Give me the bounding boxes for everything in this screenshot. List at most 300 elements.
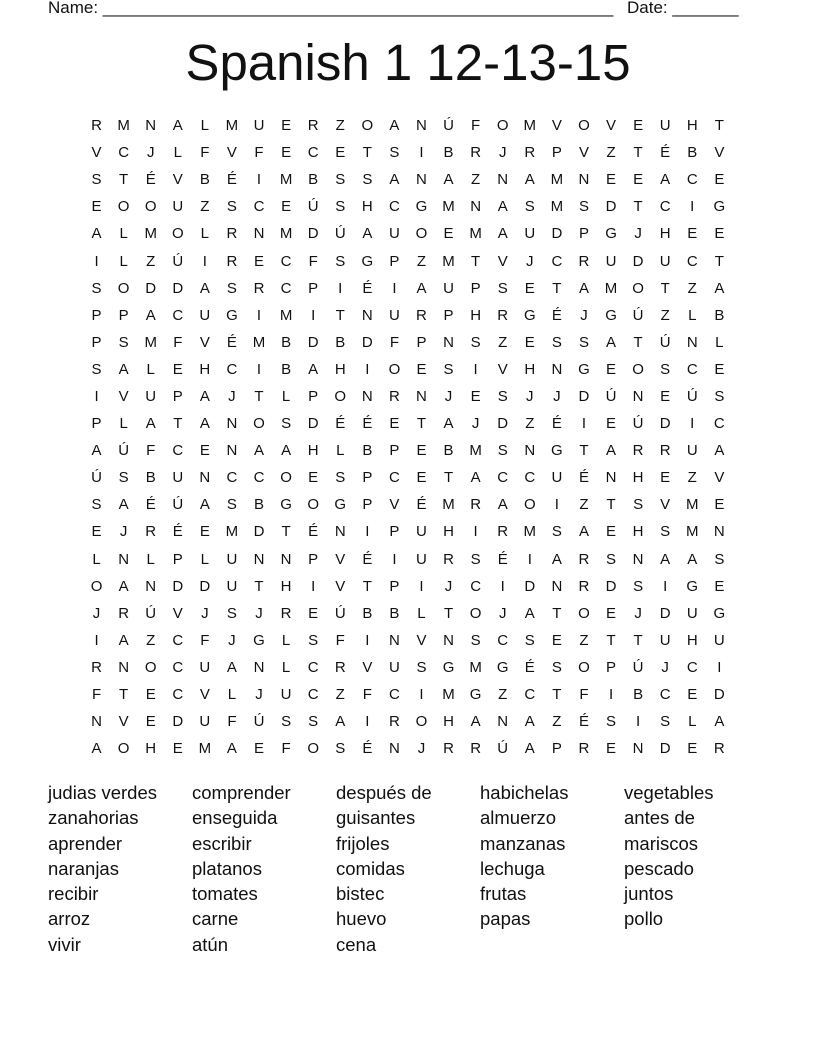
grid-cell[interactable]: N [605, 469, 617, 487]
grid-cell[interactable]: C [307, 144, 319, 162]
grid-cell[interactable]: J [526, 252, 534, 270]
grid-cell[interactable]: U [416, 550, 427, 568]
grid-cell[interactable]: E [199, 523, 210, 541]
grid-cell[interactable]: P [91, 333, 102, 351]
grid-cell[interactable]: G [605, 306, 617, 324]
grid-cell[interactable]: N [578, 171, 590, 189]
grid-cell[interactable]: E [281, 144, 292, 162]
grid-cell[interactable]: U [388, 225, 400, 243]
grid-cell[interactable]: V [335, 550, 346, 568]
grid-cell[interactable]: J [661, 658, 669, 676]
grid-cell[interactable]: C [172, 442, 184, 460]
grid-cell[interactable]: N [443, 631, 454, 649]
grid-cell[interactable]: É [226, 171, 237, 189]
grid-cell[interactable]: F [335, 631, 345, 649]
grid-cell[interactable]: O [144, 198, 157, 216]
grid-cell[interactable]: M [279, 171, 293, 189]
grid-cell[interactable]: G [334, 496, 347, 514]
grid-cell[interactable]: E [606, 604, 617, 622]
grid-cell[interactable]: S [91, 360, 102, 378]
grid-cell[interactable]: L [173, 144, 182, 162]
grid-cell[interactable]: G [713, 198, 726, 216]
grid-cell[interactable]: É [362, 550, 373, 568]
grid-cell[interactable]: A [578, 523, 589, 541]
grid-cell[interactable]: O [334, 387, 347, 405]
grid-cell[interactable]: R [145, 523, 157, 541]
grid-cell[interactable]: E [660, 469, 671, 487]
grid-cell[interactable]: S [606, 713, 617, 731]
grid-cell[interactable]: O [578, 658, 590, 676]
grid-cell[interactable]: L [200, 550, 210, 568]
grid-cell[interactable]: N [361, 387, 373, 405]
grid-cell[interactable]: U [605, 252, 617, 270]
grid-cell[interactable]: É [226, 333, 237, 351]
grid-cell[interactable]: S [470, 333, 481, 351]
grid-cell[interactable]: R [497, 306, 509, 324]
grid-cell[interactable]: T [335, 306, 345, 324]
grid-cell[interactable]: E [416, 442, 427, 460]
grid-cell[interactable]: E [714, 225, 725, 243]
grid-cell[interactable]: N [226, 442, 238, 460]
grid-cell[interactable]: G [523, 306, 536, 324]
grid-cell[interactable]: M [144, 333, 157, 351]
grid-cell[interactable]: R [443, 740, 454, 758]
grid-cell[interactable]: U [280, 686, 292, 704]
grid-cell[interactable]: R [470, 740, 482, 758]
grid-cell[interactable]: R [713, 740, 725, 758]
grid-cell[interactable]: S [633, 496, 644, 514]
grid-cell[interactable]: I [690, 415, 695, 433]
grid-cell[interactable]: N [632, 740, 644, 758]
grid-cell[interactable]: Z [660, 306, 670, 324]
grid-cell[interactable]: E [633, 117, 644, 135]
grid-cell[interactable]: G [713, 604, 726, 622]
grid-cell[interactable]: Z [498, 333, 508, 351]
grid-cell[interactable]: N [497, 171, 509, 189]
grid-cell[interactable]: I [338, 279, 343, 297]
grid-cell[interactable]: N [118, 658, 130, 676]
grid-cell[interactable]: T [254, 387, 264, 405]
grid-cell[interactable]: S [308, 631, 319, 649]
grid-cell[interactable]: J [255, 604, 263, 622]
grid-cell[interactable]: S [91, 171, 102, 189]
grid-cell[interactable]: É [362, 415, 373, 433]
grid-cell[interactable]: F [200, 144, 210, 162]
grid-cell[interactable]: O [415, 713, 428, 731]
grid-cell[interactable]: L [119, 225, 128, 243]
grid-cell[interactable]: S [497, 442, 508, 460]
grid-cell[interactable]: F [254, 144, 264, 162]
grid-cell[interactable]: N [632, 550, 644, 568]
grid-cell[interactable]: A [606, 333, 617, 351]
grid-cell[interactable]: H [443, 523, 454, 541]
grid-cell[interactable]: A [91, 740, 102, 758]
grid-cell[interactable]: U [713, 631, 725, 649]
grid-cell[interactable]: A [172, 117, 183, 135]
grid-cell[interactable]: N [199, 469, 211, 487]
grid-cell[interactable]: A [199, 415, 210, 433]
grid-cell[interactable]: E [714, 496, 725, 514]
grid-cell[interactable]: C [388, 469, 400, 487]
grid-cell[interactable]: S [443, 360, 454, 378]
grid-cell[interactable]: D [605, 577, 617, 595]
grid-cell[interactable]: J [526, 387, 534, 405]
grid-cell[interactable]: J [92, 604, 101, 622]
grid-cell[interactable]: E [145, 713, 156, 731]
grid-cell[interactable]: É [524, 658, 535, 676]
grid-cell[interactable]: J [444, 577, 453, 595]
grid-cell[interactable]: S [660, 713, 671, 731]
grid-cell[interactable]: A [118, 360, 129, 378]
grid-cell[interactable]: D [524, 577, 536, 595]
grid-cell[interactable]: M [117, 117, 130, 135]
grid-cell[interactable]: H [443, 713, 454, 731]
grid-cell[interactable]: U [199, 713, 211, 731]
grid-cell[interactable]: A [145, 415, 156, 433]
grid-cell[interactable]: I [500, 577, 505, 595]
grid-cell[interactable]: S [335, 198, 346, 216]
grid-cell[interactable]: P [308, 279, 319, 297]
grid-cell[interactable]: S [470, 550, 481, 568]
grid-cell[interactable]: O [415, 225, 428, 243]
name-field[interactable]: Name: ______________________________________________________ [48, 0, 614, 17]
grid-cell[interactable]: O [117, 740, 130, 758]
grid-cell[interactable]: H [686, 117, 698, 135]
grid-cell[interactable]: C [226, 469, 238, 487]
grid-cell[interactable]: S [281, 415, 292, 433]
grid-cell[interactable]: Ú [443, 117, 454, 135]
grid-cell[interactable]: V [497, 360, 508, 378]
grid-cell[interactable]: Z [471, 171, 481, 189]
grid-cell[interactable]: S [335, 740, 346, 758]
grid-cell[interactable]: J [119, 523, 128, 541]
grid-cell[interactable]: R [91, 117, 102, 135]
grid-cell[interactable]: M [686, 523, 699, 541]
grid-cell[interactable]: T [281, 523, 291, 541]
grid-cell[interactable]: M [225, 523, 239, 541]
grid-cell[interactable]: M [442, 252, 455, 270]
grid-cell[interactable]: H [145, 740, 157, 758]
grid-cell[interactable]: I [311, 577, 316, 595]
grid-cell[interactable]: A [470, 469, 481, 487]
grid-cell[interactable]: C [280, 252, 292, 270]
grid-cell[interactable]: Z [146, 252, 156, 270]
grid-cell[interactable]: B [687, 144, 698, 162]
grid-cell[interactable]: N [280, 550, 292, 568]
grid-cell[interactable]: V [714, 469, 725, 487]
grid-cell[interactable]: O [280, 469, 292, 487]
grid-cell[interactable]: U [145, 387, 157, 405]
grid-cell[interactable]: E [470, 387, 481, 405]
grid-cell[interactable]: C [524, 686, 536, 704]
grid-cell[interactable]: B [335, 333, 346, 351]
grid-cell[interactable]: B [199, 171, 210, 189]
grid-cell[interactable]: B [714, 306, 725, 324]
grid-cell[interactable]: E [606, 360, 617, 378]
grid-cell[interactable]: F [91, 686, 102, 704]
grid-cell[interactable]: V [118, 387, 129, 405]
grid-cell[interactable]: R [388, 713, 400, 731]
grid-cell[interactable]: T [633, 333, 643, 351]
grid-cell[interactable]: C [388, 198, 400, 216]
grid-cell[interactable]: O [171, 225, 184, 243]
grid-cell[interactable]: T [714, 117, 724, 135]
grid-cell[interactable]: Ú [632, 415, 644, 433]
grid-cell[interactable]: E [606, 171, 617, 189]
grid-cell[interactable]: S [497, 279, 508, 297]
grid-cell[interactable]: O [469, 604, 482, 622]
grid-cell[interactable]: P [551, 144, 562, 162]
grid-cell[interactable]: Ú [497, 740, 509, 758]
grid-cell[interactable]: T [362, 144, 372, 162]
grid-cell[interactable]: G [280, 496, 292, 514]
grid-cell[interactable]: R [280, 604, 292, 622]
grid-cell[interactable]: C [713, 415, 725, 433]
grid-cell[interactable]: E [145, 686, 156, 704]
grid-cell[interactable]: M [523, 117, 537, 135]
grid-cell[interactable]: T [633, 631, 643, 649]
grid-cell[interactable]: C [172, 306, 184, 324]
grid-cell[interactable]: F [146, 442, 156, 460]
grid-cell[interactable]: G [605, 225, 617, 243]
grid-cell[interactable]: G [442, 658, 455, 676]
grid-cell[interactable]: N [632, 387, 644, 405]
grid-cell[interactable]: A [524, 604, 535, 622]
grid-cell[interactable]: B [281, 333, 292, 351]
grid-cell[interactable]: A [199, 496, 210, 514]
grid-cell[interactable]: O [144, 658, 157, 676]
grid-cell[interactable]: V [91, 144, 102, 162]
grid-cell[interactable]: I [311, 306, 316, 324]
grid-cell[interactable]: D [578, 387, 590, 405]
grid-cell[interactable]: N [416, 117, 427, 135]
grid-cell[interactable]: M [442, 198, 455, 216]
grid-cell[interactable]: Ú [172, 496, 184, 514]
grid-cell[interactable]: É [578, 713, 589, 731]
grid-cell[interactable]: E [416, 360, 427, 378]
grid-cell[interactable]: E [254, 252, 265, 270]
grid-cell[interactable]: V [606, 117, 617, 135]
grid-cell[interactable]: D [172, 713, 184, 731]
grid-cell[interactable]: C [307, 658, 319, 676]
grid-cell[interactable]: L [417, 604, 426, 622]
grid-cell[interactable]: L [281, 658, 291, 676]
grid-cell[interactable]: Z [525, 415, 535, 433]
grid-cell[interactable]: T [606, 496, 616, 514]
grid-cell[interactable]: E [606, 740, 617, 758]
grid-cell[interactable]: U [416, 523, 427, 541]
grid-cell[interactable]: S [714, 550, 725, 568]
grid-cell[interactable]: I [256, 306, 262, 324]
grid-cell[interactable]: P [308, 550, 319, 568]
grid-cell[interactable]: Ú [91, 469, 102, 487]
grid-cell[interactable]: D [172, 279, 184, 297]
grid-cell[interactable]: R [334, 658, 346, 676]
grid-cell[interactable]: Ú [659, 333, 671, 351]
grid-cell[interactable]: E [524, 279, 535, 297]
grid-cell[interactable]: N [334, 523, 346, 541]
grid-cell[interactable]: E [714, 360, 725, 378]
grid-cell[interactable]: N [145, 117, 157, 135]
grid-cell[interactable]: H [524, 360, 536, 378]
grid-cell[interactable]: A [199, 279, 210, 297]
grid-cell[interactable]: E [524, 333, 535, 351]
grid-cell[interactable]: O [307, 496, 319, 514]
grid-cell[interactable]: H [334, 360, 346, 378]
grid-cell[interactable]: R [388, 387, 400, 405]
grid-cell[interactable]: E [308, 469, 319, 487]
grid-cell[interactable]: S [335, 252, 346, 270]
grid-cell[interactable]: U [686, 604, 698, 622]
grid-cell[interactable]: J [228, 387, 236, 405]
grid-cell[interactable]: U [659, 117, 671, 135]
grid-cell[interactable]: A [578, 279, 589, 297]
grid-cell[interactable]: D [172, 577, 184, 595]
grid-cell[interactable]: H [632, 523, 644, 541]
grid-cell[interactable]: U [172, 469, 184, 487]
grid-cell[interactable]: V [172, 171, 183, 189]
grid-cell[interactable]: J [498, 144, 507, 162]
grid-cell[interactable]: P [389, 252, 400, 270]
grid-cell[interactable]: M [442, 686, 455, 704]
grid-cell[interactable]: T [173, 415, 183, 433]
grid-cell[interactable]: C [686, 658, 698, 676]
grid-cell[interactable]: Z [552, 713, 562, 731]
grid-cell[interactable]: H [470, 306, 482, 324]
grid-cell[interactable]: F [389, 333, 399, 351]
grid-cell[interactable]: S [226, 496, 237, 514]
grid-cell[interactable]: L [119, 415, 128, 433]
grid-cell[interactable]: R [470, 496, 482, 514]
grid-cell[interactable]: A [226, 658, 237, 676]
grid-cell[interactable]: D [145, 279, 157, 297]
grid-cell[interactable]: A [497, 198, 508, 216]
grid-cell[interactable]: S [416, 658, 427, 676]
grid-cell[interactable]: O [523, 496, 536, 514]
grid-cell[interactable]: C [253, 469, 265, 487]
grid-cell[interactable]: O [307, 740, 319, 758]
grid-cell[interactable]: Ú [632, 658, 644, 676]
grid-cell[interactable]: J [444, 387, 453, 405]
grid-cell[interactable]: E [633, 171, 644, 189]
grid-cell[interactable]: P [118, 306, 129, 324]
grid-cell[interactable]: P [551, 740, 562, 758]
grid-cell[interactable]: N [416, 387, 427, 405]
grid-cell[interactable]: I [419, 577, 424, 595]
grid-cell[interactable]: L [227, 686, 237, 704]
grid-cell[interactable]: É [172, 523, 183, 541]
grid-cell[interactable]: D [361, 333, 373, 351]
grid-cell[interactable]: É [145, 496, 156, 514]
grid-cell[interactable]: E [389, 415, 400, 433]
grid-cell[interactable]: E [172, 740, 183, 758]
grid-cell[interactable]: E [606, 415, 617, 433]
grid-cell[interactable]: É [578, 469, 589, 487]
grid-cell[interactable]: Ú [334, 604, 346, 622]
grid-cell[interactable]: T [714, 252, 724, 270]
grid-cell[interactable]: A [118, 631, 129, 649]
grid-cell[interactable]: R [118, 604, 130, 622]
grid-cell[interactable]: C [497, 631, 509, 649]
grid-cell[interactable]: Z [687, 279, 697, 297]
grid-cell[interactable]: M [523, 523, 537, 541]
grid-cell[interactable]: M [604, 279, 618, 297]
grid-cell[interactable]: T [579, 442, 589, 460]
grid-cell[interactable]: É [551, 415, 562, 433]
grid-cell[interactable]: T [254, 577, 264, 595]
grid-cell[interactable]: J [201, 604, 209, 622]
grid-cell[interactable]: S [118, 333, 129, 351]
grid-cell[interactable]: O [388, 360, 401, 378]
grid-cell[interactable]: E [687, 686, 698, 704]
grid-cell[interactable]: A [416, 279, 427, 297]
grid-cell[interactable]: V [578, 144, 589, 162]
grid-cell[interactable]: B [254, 496, 265, 514]
grid-cell[interactable]: V [335, 577, 346, 595]
grid-cell[interactable]: B [443, 442, 454, 460]
grid-cell[interactable]: V [199, 333, 210, 351]
grid-cell[interactable]: M [442, 496, 455, 514]
grid-cell[interactable]: T [633, 144, 643, 162]
grid-cell[interactable]: Ú [253, 713, 265, 731]
grid-cell[interactable]: É [551, 306, 562, 324]
grid-cell[interactable]: A [714, 279, 725, 297]
grid-cell[interactable]: A [199, 387, 210, 405]
grid-cell[interactable]: H [659, 225, 671, 243]
grid-cell[interactable]: S [226, 279, 237, 297]
grid-cell[interactable]: T [443, 469, 454, 487]
grid-cell[interactable]: C [686, 171, 698, 189]
grid-cell[interactable]: E [254, 740, 265, 758]
grid-cell[interactable]: P [172, 550, 183, 568]
grid-cell[interactable]: I [256, 171, 262, 189]
grid-cell[interactable]: P [389, 523, 400, 541]
grid-cell[interactable]: Ú [118, 442, 130, 460]
grid-cell[interactable]: S [335, 171, 346, 189]
grid-cell[interactable]: V [199, 686, 210, 704]
grid-cell[interactable]: A [524, 713, 535, 731]
grid-cell[interactable]: D [199, 577, 211, 595]
grid-cell[interactable]: S [118, 469, 129, 487]
grid-cell[interactable]: O [578, 604, 590, 622]
grid-cell[interactable]: V [660, 496, 671, 514]
grid-cell[interactable]: T [416, 415, 427, 433]
grid-cell[interactable]: M [279, 225, 293, 243]
grid-cell[interactable]: S [714, 387, 725, 405]
grid-cell[interactable]: L [200, 225, 210, 243]
grid-cell[interactable]: I [365, 713, 370, 731]
grid-cell[interactable]: U [199, 658, 211, 676]
grid-cell[interactable]: Z [335, 686, 345, 704]
grid-cell[interactable]: D [551, 225, 563, 243]
grid-cell[interactable]: S [226, 604, 237, 622]
grid-cell[interactable]: M [469, 658, 482, 676]
grid-cell[interactable]: T [443, 604, 454, 622]
grid-cell[interactable]: I [202, 252, 207, 270]
grid-cell[interactable]: H [307, 442, 319, 460]
grid-cell[interactable]: M [550, 171, 564, 189]
grid-cell[interactable]: R [416, 306, 427, 324]
grid-cell[interactable]: C [497, 469, 509, 487]
grid-cell[interactable]: C [253, 198, 265, 216]
grid-cell[interactable]: V [497, 252, 508, 270]
grid-cell[interactable]: N [686, 333, 698, 351]
grid-cell[interactable]: I [94, 631, 99, 649]
grid-cell[interactable]: P [578, 225, 589, 243]
grid-cell[interactable]: B [633, 686, 644, 704]
grid-cell[interactable]: R [91, 658, 102, 676]
grid-cell[interactable]: E [606, 523, 617, 541]
